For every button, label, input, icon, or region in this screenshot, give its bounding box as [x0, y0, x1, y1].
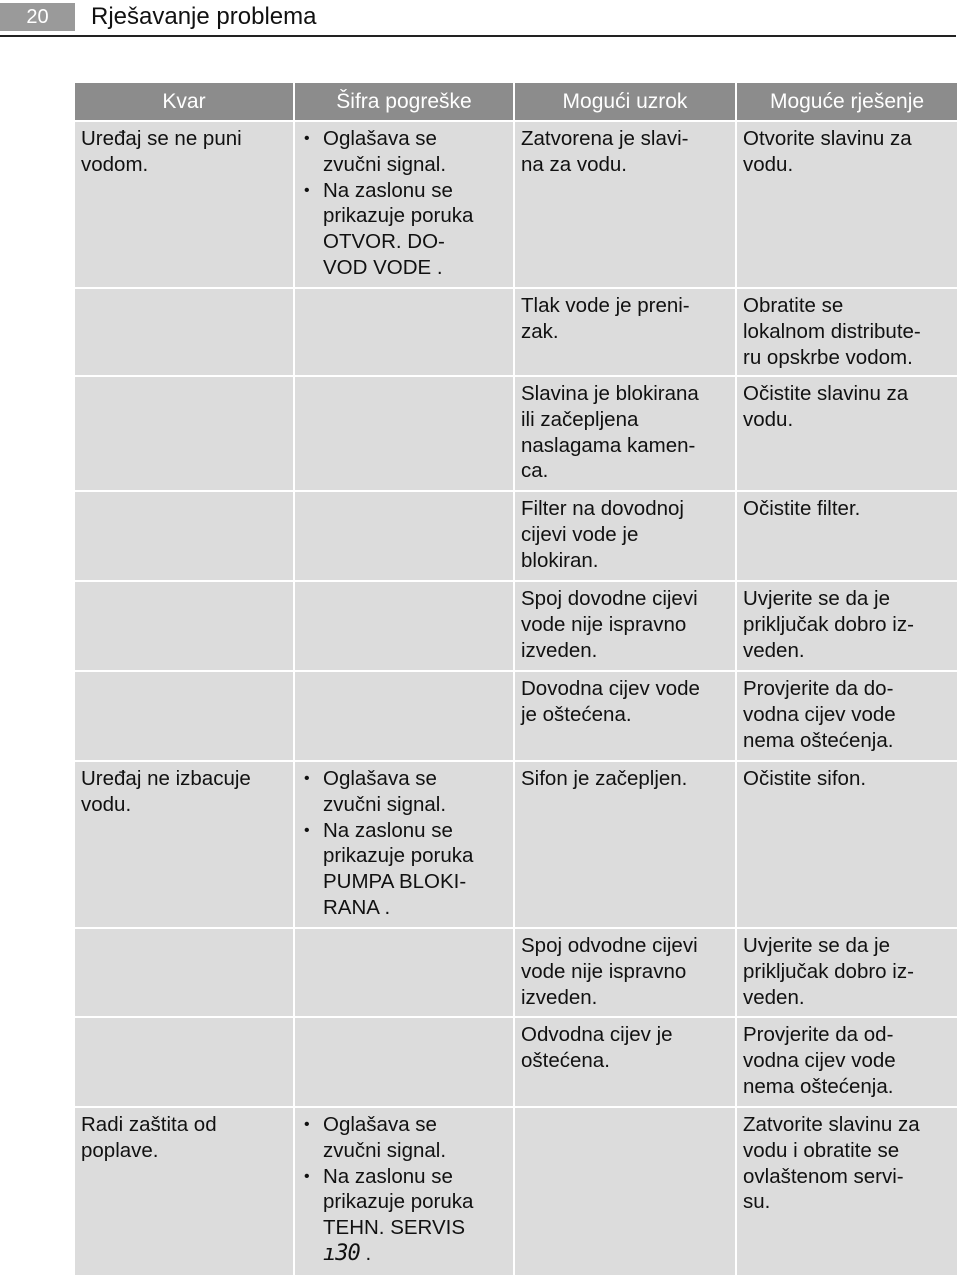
- cause-cell: Sifon je začepljen.: [515, 762, 735, 927]
- cause-cell: Odvodna cijev je oštećena.: [515, 1018, 735, 1106]
- fault-cell: Radi zaštita od poplave.: [75, 1108, 293, 1275]
- cause-cell: Tlak vode je preni- zak.: [515, 289, 735, 375]
- page-title: Rješavanje problema: [91, 3, 317, 30]
- cause-cell: Dovodna cijev vode je oštećena.: [515, 672, 735, 760]
- error-code-list: [301, 766, 507, 921]
- table-row: [75, 762, 957, 927]
- cause-cell: Spoj dovodne cijevi vode nije ispravno izveden.: [515, 582, 735, 670]
- error-code-cell: [295, 122, 513, 287]
- error-code-item: • Oglašava se zvučni signal.: [323, 126, 507, 178]
- page-number: 20: [0, 3, 75, 31]
- table-row: [75, 1108, 957, 1275]
- fault-cell: [75, 1018, 293, 1106]
- solution-cell: Zatvorite slavinu za vodu i obratite se ovlaštenom servi- su.: [737, 1108, 957, 1275]
- error-code-list: [301, 1112, 507, 1267]
- solution-cell: Uvjerite se da je priključak dobro iz- veden.: [737, 929, 957, 1016]
- fault-cell: [75, 672, 293, 760]
- fault-cell: [75, 289, 293, 375]
- display-code-line: ı30 .: [323, 1240, 372, 1266]
- error-code-cell: [295, 1018, 513, 1106]
- error-code-cell: [295, 492, 513, 580]
- header-solution: Moguće rješenje: [737, 83, 957, 120]
- cause-cell: Zatvorena je slavi- na za vodu.: [515, 122, 735, 287]
- error-code-cell: [295, 672, 513, 760]
- error-code-list: [301, 126, 507, 281]
- header-divider: [0, 35, 956, 37]
- cause-cell: Filter na dovodnoj cijevi vode je blokiran.: [515, 492, 735, 580]
- solution-cell: Provjerite da od- vodna cijev vode nema oštećenja.: [737, 1018, 957, 1106]
- solution-cell: Očistite slavinu za vodu.: [737, 377, 957, 490]
- table-row: [75, 289, 957, 375]
- error-code-cell: [295, 289, 513, 375]
- error-code-text: Na zaslonu se prikazuje poruka TEHN. SERVIS: [323, 1164, 474, 1240]
- fault-cell: [75, 582, 293, 670]
- fault-cell: [75, 929, 293, 1016]
- header-cause: Mogući uzrok: [515, 83, 735, 120]
- cause-cell: Slavina je blokirana ili začepljena naslagama kamen- ca.: [515, 377, 735, 490]
- error-code-cell: [295, 377, 513, 490]
- solution-cell: Provjerite da do- vodna cijev vode nema oštećenja.: [737, 672, 957, 760]
- fault-cell: Uređaj ne izbacuje vodu.: [75, 762, 293, 927]
- solution-cell: Uvjerite se da je priključak dobro iz- veden.: [737, 582, 957, 670]
- table-row: [75, 122, 957, 287]
- header-error-code: Šifra pogreške: [295, 83, 513, 120]
- cause-cell: [515, 1108, 735, 1275]
- solution-cell: Otvorite slavinu za vodu.: [737, 122, 957, 287]
- error-code-cell: [295, 1108, 513, 1275]
- error-code-item: • Oglašava se zvučni signal.: [323, 1112, 507, 1164]
- solution-cell: Obratite se lokalnom distribute- ru opskrbe vodom.: [737, 289, 957, 375]
- table-row: [75, 929, 957, 1016]
- fault-cell: Uređaj se ne puni vodom.: [75, 122, 293, 287]
- error-code-cell: [295, 582, 513, 670]
- solution-cell: Očistite sifon.: [737, 762, 957, 927]
- troubleshooting-table: [73, 81, 959, 1277]
- error-code-item: • Na zaslonu se prikazuje poruka OTVOR. DO- VOD VODE .: [323, 178, 507, 281]
- error-code-item: • Oglašava se zvučni signal.: [323, 766, 507, 818]
- error-code-item: [323, 1164, 507, 1267]
- table-header-row: [75, 83, 957, 120]
- table-row: [75, 672, 957, 760]
- solution-cell: Očistite filter.: [737, 492, 957, 580]
- table-row: [75, 582, 957, 670]
- table-row: [75, 377, 957, 490]
- table-row: [75, 492, 957, 580]
- error-code-item: • Na zaslonu se prikazuje poruka PUMPA BLOKI- RANA .: [323, 818, 507, 921]
- fault-cell: [75, 492, 293, 580]
- display-code: ı30: [323, 1240, 360, 1266]
- header-fault: Kvar: [75, 83, 293, 120]
- error-code-cell: [295, 929, 513, 1016]
- error-code-cell: [295, 762, 513, 927]
- cause-cell: Spoj odvodne cijevi vode nije ispravno izveden.: [515, 929, 735, 1016]
- table-row: [75, 1018, 957, 1106]
- fault-cell: [75, 377, 293, 490]
